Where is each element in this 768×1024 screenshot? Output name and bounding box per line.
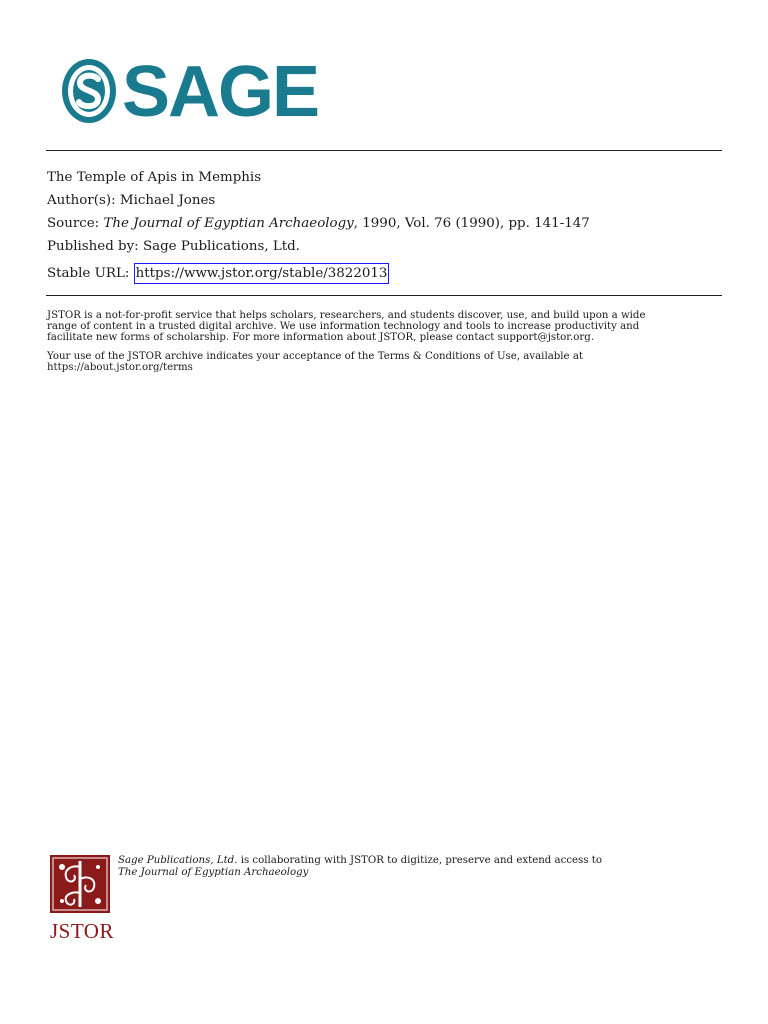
- notice-line: JSTOR is a not-for-profit service that helps scholars, researchers, and students discover, use, and build upon a wide: [47, 310, 646, 321]
- jstor-logo-text: JSTOR: [50, 919, 114, 943]
- publisher-label: Published by:: [47, 239, 139, 254]
- publisher-line: [47, 235, 300, 258]
- stable-url-line: [47, 262, 389, 285]
- top-divider: [46, 150, 722, 151]
- article-title: The Temple of Apis in Memphis: [47, 170, 262, 185]
- footer-journal: The Journal of Egyptian Archaeology: [118, 867, 309, 878]
- stable-url-label: Stable URL:: [47, 266, 130, 281]
- terms-line: Your use of the JSTOR archive indicates your acceptance of the Terms & Conditions of Use, available at: [47, 351, 583, 362]
- footer-collab: is collaborating with JSTOR to digitize, preserve and extend access to: [237, 855, 602, 866]
- notice-line: facilitate new forms of scholarship. For more information about JSTOR, please contact support@jstor.org.: [47, 331, 595, 343]
- jstor-emblem-icon: [50, 855, 110, 913]
- source-details: , 1990, Vol. 76 (1990), pp. 141-147: [353, 216, 590, 231]
- sage-emblem-icon: [60, 57, 118, 125]
- sage-logo: [60, 52, 319, 132]
- authors-label: Author(s):: [47, 193, 116, 208]
- authors-line: [47, 189, 215, 212]
- source-label: Source:: [47, 216, 100, 231]
- notice-line: range of content in a trusted digital archive. We use information technology and tools to increase productivity and: [47, 320, 640, 332]
- middle-divider: [46, 295, 722, 296]
- publisher-value: Sage Publications, Ltd.: [142, 239, 300, 254]
- sage-logo-text: SAGE: [122, 52, 319, 132]
- jstor-notice: [47, 311, 727, 343]
- stable-url-link[interactable]: https://www.jstor.org/stable/3822013: [134, 263, 390, 284]
- authors-value: Michael Jones: [119, 193, 216, 208]
- source-line: [47, 212, 590, 235]
- footer-publisher: Sage Publications, Ltd.: [118, 855, 238, 866]
- jstor-logo: [50, 855, 112, 944]
- journal-name: The Journal of Egyptian Archaeology: [103, 216, 354, 231]
- footer-collab-text: [118, 855, 602, 879]
- terms-link[interactable]: https://about.jstor.org/terms: [47, 361, 193, 373]
- terms-notice: [47, 352, 727, 374]
